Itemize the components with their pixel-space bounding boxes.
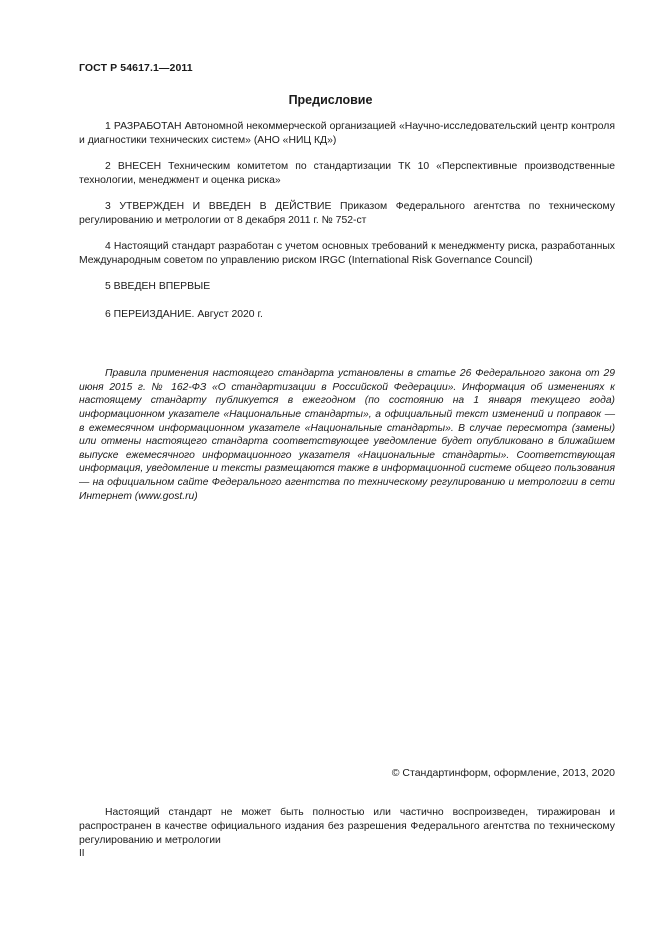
foreword-item-5: 5 ВВЕДЕН ВПЕРВЫЕ bbox=[105, 281, 211, 292]
foreword-item-1: 1 РАЗРАБОТАН Автономной некоммерческой организацией «Научно-исследовательский центр контроля и диагностики технических систем» (АНО «НИЦ КД») bbox=[79, 121, 615, 146]
foreword-items bbox=[79, 120, 615, 336]
copyright-line: © Стандартинформ, оформление, 2013, 2020 bbox=[391, 767, 615, 779]
foreword-item-4: 4 Настоящий стандарт разработан с учетом основных требований к менеджменту риска, разработанных Международным советом по управлению риском IRGC (International Risk Governance Council) bbox=[79, 241, 615, 266]
foreword-item-6: 6 ПЕРЕИЗДАНИЕ. Август 2020 г. bbox=[105, 309, 263, 320]
foreword-item-2: 2 ВНЕСЕН Техническим комитетом по стандартизации ТК 10 «Перспективные производственные технологии, менеджмент и оценка риска» bbox=[79, 161, 615, 186]
foreword-item-3: 3 УТВЕРЖДЕН И ВВЕДЕН В ДЕЙСТВИЕ Приказом Федерального агентства по техническому регулированию и метрологии от 8 декабря 2011 г. № 752-ст bbox=[79, 201, 615, 226]
section-title: Предисловие bbox=[288, 93, 373, 107]
application-rules-note: Правила применения настоящего стандарта установлены в статье 26 Федерального закона от 29 июня 2015 г. № 162-ФЗ «О стандартизации в Российской Федерации». Информация об изменениях к настоящему стандарту публикуется в ежегодном (по состоянию на 1 января текущего года) информационном указателе «Национальные стандарты», а официальный текст изменений и поправок — в ежемесячном информационном указателе «Национальные стандарты». В случае пересмотра (замены) или отмены настоящего стандарта соответствующее уведомление будет опубликовано в ближайшем выпуске ежемесячного информационного указателя «Национальные стандарты». Соответствующая информация, уведомление и тексты размещаются также в информационной системе общего пользования — на официальном сайте Федерального агентства по техническому регулированию и метрологии в сети Интернет (www.gost.ru) bbox=[79, 368, 615, 502]
reproduction-notice: Настоящий стандарт не может быть полностью или частично воспроизведен, тиражирован и распространен в качестве официального издания без разрешения Федерального агентства по техническому регулированию и метрологии bbox=[79, 807, 615, 846]
document-code: ГОСТ Р 54617.1—2011 bbox=[79, 62, 193, 74]
page-number: II bbox=[79, 848, 85, 859]
